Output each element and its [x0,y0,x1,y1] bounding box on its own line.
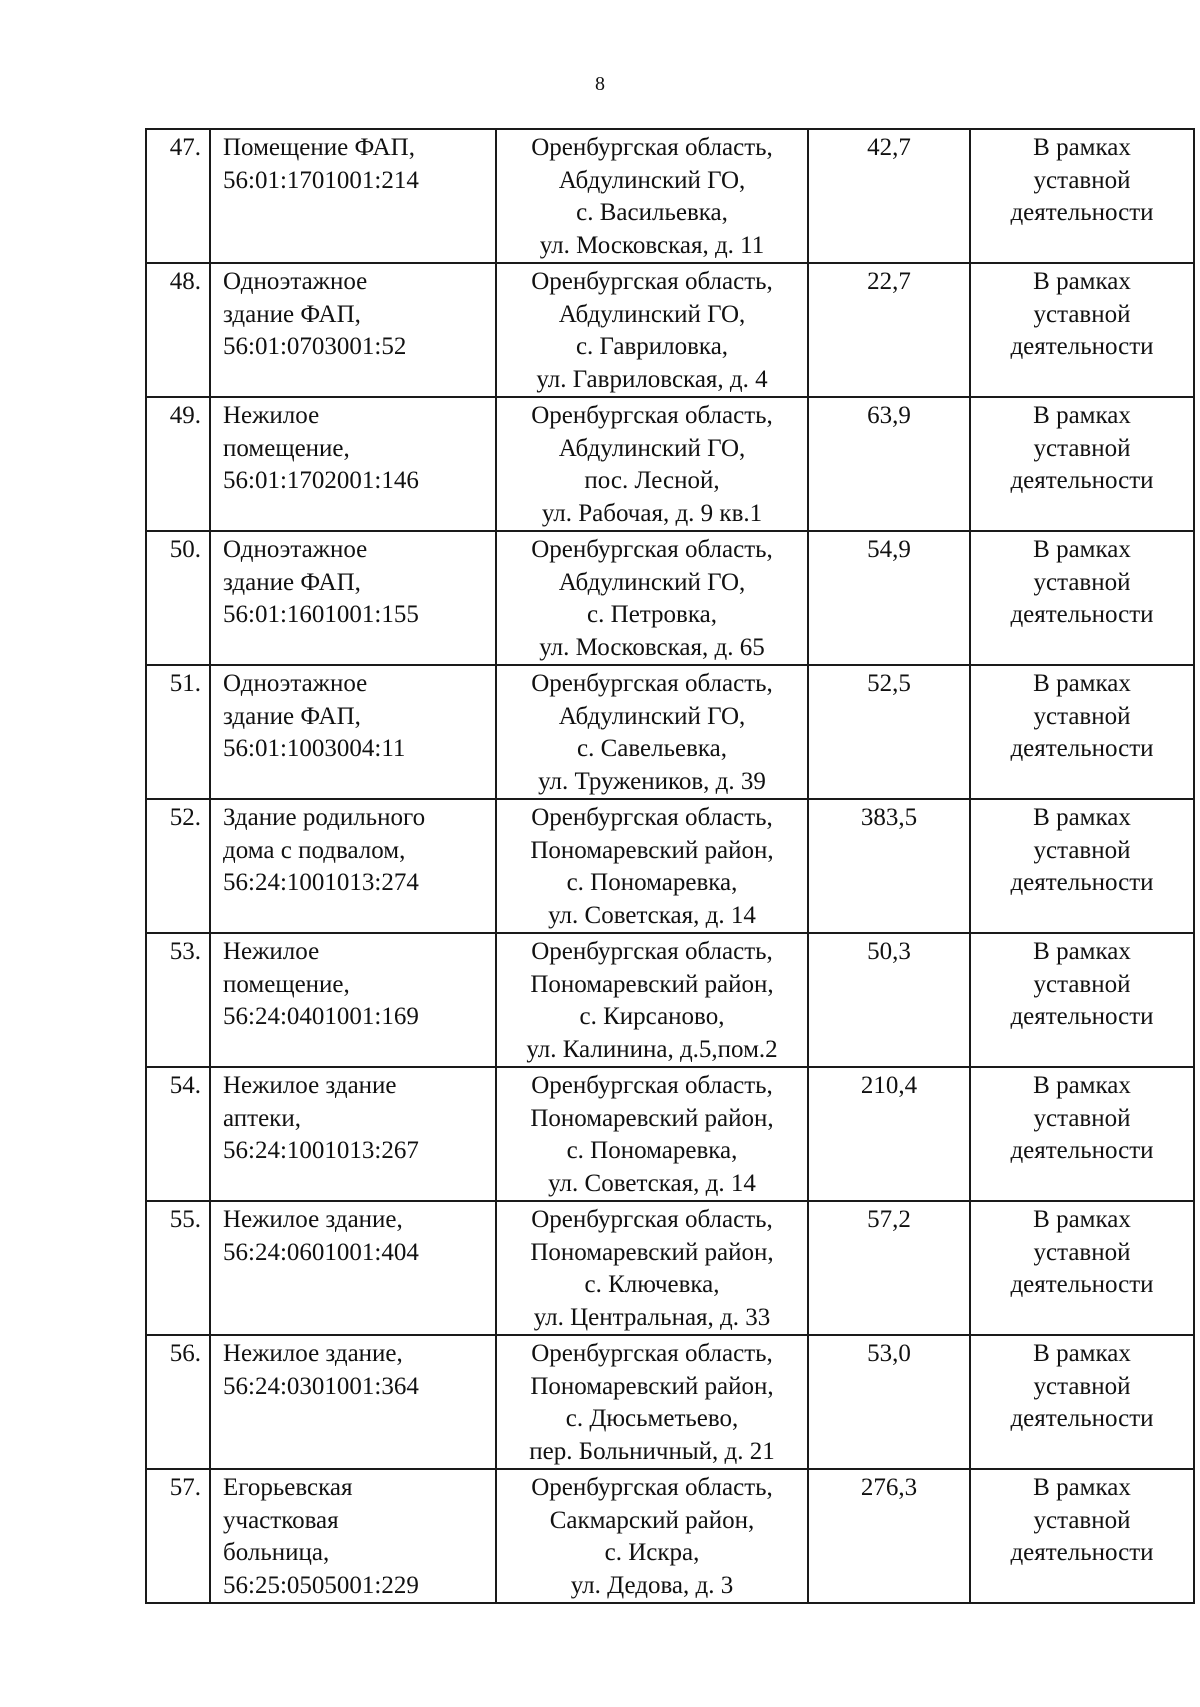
object-name-line: помещение, [223,434,350,462]
object-name-cell-content [223,398,495,498]
page-number: 8 [595,73,605,95]
row-number: 55. [169,1206,201,1233]
table-row [146,799,1194,933]
address-line: ул. Тружеников, д. 39 [538,767,766,795]
area-cell-content [809,1068,969,1103]
object-name-line: Нежилое здание, [223,1340,403,1367]
address-cell [496,1067,808,1201]
table-row [146,933,1194,1067]
address-line: ул. Московская, д. 11 [539,231,765,259]
address-line: с. Кирсаново, [579,1003,725,1030]
note-cell [970,665,1194,799]
row-number: 53. [169,938,201,965]
area-value: 57,2 [867,1206,911,1233]
row-number: 57. [169,1474,201,1501]
address-line: Пономаревский район, [530,1238,774,1266]
note-cell-content [971,800,1193,900]
address-cell [496,129,808,263]
row-number-cell-content [147,1202,201,1237]
row-number-cell [146,531,210,665]
note-line: деятельности [1010,199,1154,226]
object-name-line: Нежилое [223,402,320,429]
address-line: с. Дюсьметьево, [565,1405,739,1432]
row-number-cell-content [147,398,201,433]
object-name-cell [210,531,496,665]
object-name-cell-content [223,666,495,766]
table-row [146,1469,1194,1603]
area-cell-content [809,934,969,969]
address-line: Пономаревский район, [530,836,774,864]
area-cell [808,799,970,933]
table-row [146,1201,1194,1335]
note-cell-content [971,264,1193,364]
note-line: уставной [1033,434,1131,462]
address-line: Оренбургская область, [531,134,773,161]
area-cell [808,933,970,1067]
object-name-cell-content [223,1068,495,1168]
row-number-cell [146,263,210,397]
address-cell [496,397,808,531]
row-number-cell-content [147,934,201,969]
object-name-line: помещение, [223,970,350,998]
note-line: уставной [1033,568,1131,596]
object-name-cell [210,1067,496,1201]
object-name-line: 56:01:1601001:155 [223,601,419,628]
note-cell-content [971,1336,1193,1436]
address-line: с. Пономаревка, [566,869,738,896]
address-cell [496,1335,808,1469]
object-name-cell [210,397,496,531]
object-name-line: Нежилое здание, [223,1206,403,1233]
address-line: ул. Московская, д. 65 [539,633,765,661]
object-name-line: аптеки, [223,1104,301,1132]
note-cell [970,933,1194,1067]
address-line: Оренбургская область, [531,1072,773,1099]
area-cell [808,1469,970,1603]
object-name-cell [210,933,496,1067]
address-line: Абдулинский ГО, [558,166,746,194]
note-line: деятельности [1010,735,1154,762]
address-line: с. Искра, [604,1539,700,1566]
object-name-cell-content [223,934,495,1034]
row-number-cell [146,1067,210,1201]
note-line: деятельности [1010,1405,1154,1432]
note-cell [970,531,1194,665]
object-name-line: Одноэтажное [223,670,368,697]
address-cell-content [497,800,807,932]
object-name-line: Здание родильного [223,804,426,831]
address-line: Абдулинский ГО, [558,568,746,596]
note-line: деятельности [1010,1137,1154,1164]
row-number-cell [146,665,210,799]
area-cell [808,263,970,397]
note-cell-content [971,130,1193,230]
area-value: 42,7 [867,134,911,161]
address-cell-content [497,666,807,798]
row-number-cell-content [147,666,201,701]
address-cell-content [497,1470,807,1602]
row-number: 51. [169,670,201,697]
note-line: В рамках [1033,134,1131,161]
area-cell-content [809,1336,969,1371]
note-line: уставной [1033,1506,1131,1534]
address-cell-content [497,1068,807,1200]
row-number-cell-content [147,532,201,567]
area-cell [808,1201,970,1335]
address-line: с. Гавриловка, [575,333,729,360]
address-line: Абдулинский ГО, [558,702,746,730]
object-name-line: 56:24:0601001:404 [223,1238,419,1266]
row-number-cell [146,397,210,531]
address-cell [496,933,808,1067]
row-number-cell [146,799,210,933]
address-line: Оренбургская область, [531,670,773,697]
table-row [146,129,1194,263]
object-name-line: Одноэтажное [223,268,368,295]
address-cell [496,665,808,799]
object-name-line: Егорьевская [223,1474,353,1501]
row-number-cell [146,1335,210,1469]
address-line: Оренбургская область, [531,938,773,965]
note-cell [970,1067,1194,1201]
object-name-line: 56:24:1001013:274 [223,869,419,896]
property-table-body [146,129,1194,1603]
row-number-cell-content [147,800,201,835]
address-cell [496,1201,808,1335]
address-line: пер. Больничный, д. 21 [529,1437,775,1465]
row-number: 47. [169,134,201,161]
object-name-line: 56:25:0505001:229 [223,1571,419,1599]
note-line: уставной [1033,836,1131,864]
address-line: Оренбургская область, [531,402,773,429]
address-cell [496,531,808,665]
area-cell-content [809,800,969,835]
note-line: деятельности [1010,1539,1154,1566]
note-cell-content [971,934,1193,1034]
address-line: Абдулинский ГО, [558,300,746,328]
note-line: деятельности [1010,1003,1154,1030]
area-value: 53,0 [867,1340,911,1367]
area-cell-content [809,130,969,165]
table-row [146,665,1194,799]
address-line: Пономаревский район, [530,1104,774,1132]
note-line: деятельности [1010,869,1154,896]
object-name-line: 56:01:1702001:146 [223,467,419,494]
object-name-line: 56:01:1003004:11 [223,735,406,762]
note-cell [970,1469,1194,1603]
note-line: деятельности [1010,333,1154,360]
address-line: ул. Советская, д. 14 [548,901,756,929]
row-number-cell-content [147,1068,201,1103]
row-number-cell-content [147,1336,201,1371]
address-line: ул. Центральная, д. 33 [533,1303,771,1331]
address-cell-content [497,398,807,530]
address-cell-content [497,264,807,396]
area-value: 52,5 [867,670,911,697]
row-number: 50. [169,536,201,563]
table-row [146,397,1194,531]
property-table [145,128,1195,1604]
note-cell-content [971,1470,1193,1570]
object-name-cell [210,1469,496,1603]
object-name-line: Помещение ФАП, [223,134,415,161]
object-name-cell-content [223,130,495,197]
note-cell [970,1335,1194,1469]
row-number-cell [146,933,210,1067]
area-cell-content [809,398,969,433]
note-cell [970,129,1194,263]
address-line: с. Ключевка, [584,1271,720,1298]
area-cell [808,1335,970,1469]
address-line: ул. Дедова, д. 3 [570,1571,734,1599]
table-row [146,263,1194,397]
table-row [146,1067,1194,1201]
area-cell [808,531,970,665]
address-line: Оренбургская область, [531,1474,773,1501]
area-cell-content [809,1202,969,1237]
address-line: ул. Рабочая, д. 9 кв.1 [541,499,763,527]
address-line: ул. Калинина, д.5,пом.2 [526,1035,778,1063]
address-line: пос. Лесной, [584,467,720,494]
note-line: В рамках [1033,1206,1131,1233]
note-line: В рамках [1033,670,1131,697]
address-line: с. Петровка, [587,601,717,628]
row-number-cell [146,1201,210,1335]
area-value: 22,7 [867,268,911,295]
table-row [146,1335,1194,1469]
note-cell-content [971,1068,1193,1168]
note-line: деятельности [1010,467,1154,494]
object-name-line: Нежилое здание [223,1072,397,1099]
row-number: 54. [169,1072,201,1099]
object-name-line: здание ФАП, [223,568,361,596]
object-name-line: 56:24:1001013:267 [223,1137,419,1164]
area-cell [808,665,970,799]
note-line: В рамках [1033,402,1131,429]
note-line: В рамках [1033,1474,1131,1501]
row-number-cell-content [147,130,201,165]
note-line: уставной [1033,300,1131,328]
object-name-line: участковая [223,1506,339,1534]
note-line: В рамках [1033,938,1131,965]
area-value: 63,9 [867,402,911,429]
note-line: уставной [1033,166,1131,194]
area-cell-content [809,264,969,299]
area-value: 210,4 [860,1072,918,1099]
address-line: ул. Гавриловская, д. 4 [536,365,768,393]
address-cell-content [497,130,807,262]
object-name-cell-content [223,1202,495,1269]
address-line: Оренбургская область, [531,1340,773,1367]
area-cell-content [809,1470,969,1505]
row-number: 52. [169,804,201,831]
address-cell-content [497,1336,807,1468]
note-cell [970,263,1194,397]
note-cell-content [971,398,1193,498]
row-number: 56. [169,1340,201,1367]
row-number: 49. [169,402,201,429]
address-cell-content [497,532,807,664]
object-name-line: 56:24:0401001:169 [223,1003,419,1030]
note-line: В рамках [1033,536,1131,563]
address-cell-content [497,1202,807,1334]
object-name-cell [210,799,496,933]
note-cell [970,1201,1194,1335]
object-name-cell-content [223,264,495,364]
address-line: ул. Советская, д. 14 [548,1169,756,1197]
note-line: деятельности [1010,601,1154,628]
object-name-cell [210,1201,496,1335]
object-name-cell [210,129,496,263]
note-line: В рамках [1033,1340,1131,1367]
object-name-line: дома с подвалом, [223,836,406,864]
area-value: 50,3 [867,938,911,965]
object-name-line: 56:24:0301001:364 [223,1372,419,1400]
area-value: 276,3 [860,1474,918,1501]
object-name-cell [210,1335,496,1469]
area-cell-content [809,532,969,567]
address-line: с. Савельевка, [576,735,727,762]
row-number-cell-content [147,264,201,299]
area-cell-content [809,666,969,701]
row-number-cell-content [147,1470,201,1505]
area-value: 54,9 [867,536,911,563]
address-cell [496,1469,808,1603]
object-name-line: больница, [223,1539,330,1566]
address-line: Оренбургская область, [531,268,773,295]
address-cell [496,799,808,933]
note-cell-content [971,532,1193,632]
note-cell [970,397,1194,531]
object-name-cell [210,263,496,397]
object-name-cell-content [223,1336,495,1403]
object-name-line: Нежилое [223,938,320,965]
object-name-line: 56:01:0703001:52 [223,333,407,360]
area-value: 383,5 [860,804,918,831]
address-line: Сакмарский район, [549,1506,755,1534]
note-line: уставной [1033,702,1131,730]
object-name-cell-content [223,1470,495,1602]
area-cell [808,1067,970,1201]
area-cell [808,397,970,531]
row-number-cell [146,129,210,263]
row-number: 48. [169,268,201,295]
address-line: Оренбургская область, [531,804,773,831]
area-cell [808,129,970,263]
object-name-line: 56:01:1701001:214 [223,166,419,194]
address-line: с. Васильевка, [576,199,728,226]
note-line: уставной [1033,1372,1131,1400]
address-cell [496,263,808,397]
address-line: Оренбургская область, [531,536,773,563]
object-name-line: Одноэтажное [223,536,368,563]
note-cell [970,799,1194,933]
object-name-cell-content [223,800,495,900]
object-name-cell [210,665,496,799]
object-name-line: здание ФАП, [223,300,361,328]
address-line: Пономаревский район, [530,970,774,998]
address-cell-content [497,934,807,1066]
note-line: уставной [1033,1238,1131,1266]
address-line: Пономаревский район, [530,1372,774,1400]
note-line: В рамках [1033,804,1131,831]
note-cell-content [971,666,1193,766]
object-name-line: здание ФАП, [223,702,361,730]
note-line: уставной [1033,970,1131,998]
note-line: В рамках [1033,268,1131,295]
row-number-cell [146,1469,210,1603]
address-line: Абдулинский ГО, [558,434,746,462]
object-name-cell-content [223,532,495,632]
table-row [146,531,1194,665]
note-line: уставной [1033,1104,1131,1132]
address-line: с. Пономаревка, [566,1137,738,1164]
note-line: деятельности [1010,1271,1154,1298]
note-cell-content [971,1202,1193,1302]
note-line: В рамках [1033,1072,1131,1099]
address-line: Оренбургская область, [531,1206,773,1233]
